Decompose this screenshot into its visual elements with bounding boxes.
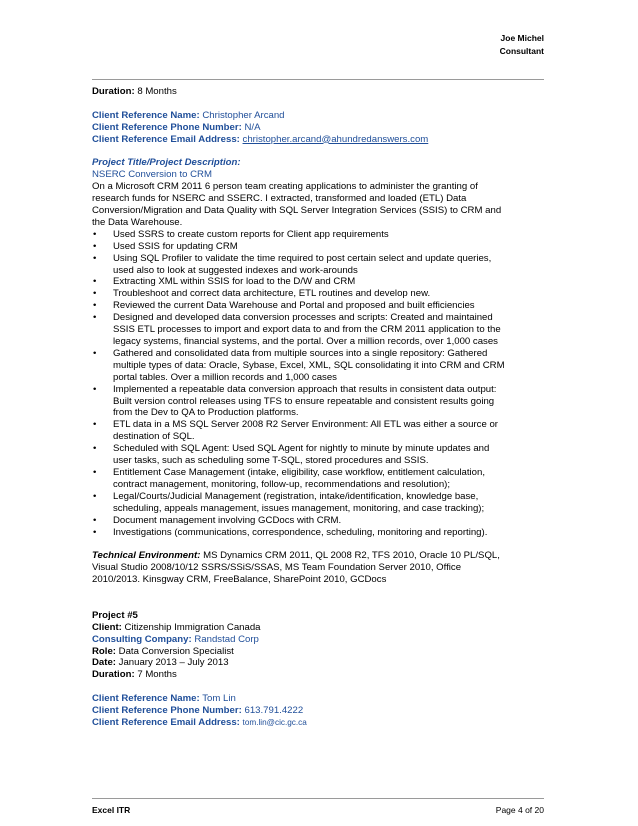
project-title-label: Project Title/Project Description: bbox=[92, 157, 241, 169]
list-item-text: scheduling, appeals management, issues management, monitoring, and case tracking); bbox=[113, 502, 485, 514]
ref-phone-line bbox=[92, 122, 544, 134]
list-item bbox=[92, 491, 544, 515]
list-item-text: • Used SSRS to create custom reports for Client app requirements bbox=[113, 228, 389, 240]
project5-title: Project #5 bbox=[92, 609, 138, 621]
list-item-text: legacy systems, financial systems, and the portal. Over a million records, over 1,000 cases bbox=[113, 336, 498, 347]
list-item bbox=[92, 419, 544, 443]
list-item-text: • Gathered and consolidated data from multiple sources into a single repository: Gathered bbox=[113, 347, 488, 359]
header-role: Consultant bbox=[499, 46, 544, 56]
list-item bbox=[92, 527, 544, 539]
list-item bbox=[92, 348, 544, 384]
list-item-text: from the Dev to QA to Production platforms. bbox=[113, 407, 299, 419]
description-line: research funds for NSERC and SSERC. I extracted, transformed and loaded (ETL) Data bbox=[92, 193, 467, 205]
header-divider bbox=[92, 79, 544, 80]
list-item-text: • Entitlement Case Management (intake, eligibility, case workflow, entitlement calculation, bbox=[113, 466, 486, 478]
list-item bbox=[92, 288, 544, 300]
page-content bbox=[92, 86, 544, 729]
project5-ref-name-line bbox=[92, 693, 544, 705]
ref-email-value: tom.lin@cic.gc.ca bbox=[242, 717, 307, 727]
ref-email-link[interactable]: christopher.arcand@ahundredanswers.com bbox=[242, 133, 429, 145]
tech-env-label: Technical Environment: bbox=[92, 550, 201, 562]
tech-env-text: MS Dynamics CRM 2011, QL 2008 R2, TFS 2010, Oracle 10 PL/SQL, bbox=[203, 550, 500, 562]
list-item bbox=[92, 515, 544, 527]
ref-name-label: Client Reference Name: bbox=[92, 693, 200, 705]
company-value: Randstad Corp bbox=[194, 633, 259, 645]
project5-client-line bbox=[92, 622, 544, 634]
header-name: Joe Michel bbox=[500, 33, 544, 43]
footer-divider bbox=[92, 798, 544, 799]
ref-email-line bbox=[92, 134, 544, 146]
responsibilities-list bbox=[92, 229, 544, 539]
company-label: Consulting Company: bbox=[92, 633, 192, 645]
list-item-text: user tasks, such as scheduling some T-SQL, stored procedures and SSIS. bbox=[113, 455, 429, 467]
list-item-text: • ETL data in a MS SQL Server 2008 R2 Server Environment: All ETL was either a source or bbox=[113, 419, 498, 431]
list-item-text: • Used SSIS for updating CRM bbox=[113, 240, 238, 252]
project5-date-line bbox=[92, 657, 544, 669]
list-item-text: multiple types of data: Oracle, Sybase, Excel, XML, SQL consolidating it into CRM and CRM bbox=[113, 359, 505, 371]
list-item-text: destination of SQL. bbox=[113, 431, 195, 443]
tech-env-text: Visual Studio 2008/10/12 SSRS/SSiS/SSAS, MS Team Foundation Server 2010, Office bbox=[92, 562, 462, 574]
project5-ref-phone-line bbox=[92, 705, 544, 717]
list-item-text: Built version control releases using TFS to ensure repeatable and consistent results going bbox=[113, 395, 495, 407]
list-item-text: SSIS ETL processes to import and export data to and from the CRM 2011 application to the bbox=[113, 324, 501, 336]
duration-label: Duration: bbox=[92, 669, 135, 681]
list-item bbox=[92, 467, 544, 491]
project5-role-line bbox=[92, 646, 544, 658]
list-item-text: • Scheduled with SQL Agent: Used SQL Agent for nightly to minute by minute updates and bbox=[113, 443, 490, 455]
page-number: Page 4 of 20 bbox=[495, 805, 544, 815]
list-item bbox=[92, 241, 544, 253]
role-value: Data Conversion Specialist bbox=[118, 645, 234, 657]
project5-duration-line bbox=[92, 669, 544, 681]
duration-value: 8 Months bbox=[137, 86, 177, 97]
description-line: On a Microsoft CRM 2011 6 person team creating applications to administer the granting of bbox=[92, 181, 478, 193]
list-item-text: • Reviewed the current Data Warehouse and Portal and proposed and built efficiencies bbox=[113, 300, 475, 312]
duration-line bbox=[92, 86, 544, 98]
project-title: NSERC Conversion to CRM bbox=[92, 169, 212, 181]
date-label: Date: bbox=[92, 657, 116, 669]
list-item-text: • Legal/Courts/Judicial Management (registration, intake/identification, knowledge base, bbox=[113, 490, 479, 502]
ref-email-label: Client Reference Email Address: bbox=[92, 133, 240, 145]
ref-phone-value: 613.791.4222 bbox=[244, 705, 304, 717]
list-item-text: • Designed and developed data conversion processes and scripts: Created and maintained bbox=[113, 312, 493, 324]
footer-title: Excel ITR bbox=[92, 805, 131, 815]
duration-value: 7 Months bbox=[137, 669, 177, 681]
list-item bbox=[92, 276, 544, 288]
project-description bbox=[92, 181, 544, 229]
project5-ref-email-line bbox=[92, 717, 544, 729]
ref-phone-value: N/A bbox=[244, 121, 261, 133]
list-item-text: • Document management involving GCDocs with CRM. bbox=[113, 514, 342, 526]
list-item-text: used also to look at suggested indexes and work-arounds bbox=[113, 264, 358, 276]
list-item bbox=[92, 229, 544, 241]
tech-env-text: 2010/2013. Kinsgway CRM, FreeBalance, SharePoint 2010, GCDocs bbox=[92, 574, 387, 586]
duration-label: Duration: bbox=[92, 86, 135, 97]
list-item-text: • Investigations (communications, correspondence, scheduling, monitoring and reporting). bbox=[113, 526, 488, 538]
ref-phone-label: Client Reference Phone Number: bbox=[92, 121, 242, 133]
ref-name-line bbox=[92, 110, 544, 122]
list-item bbox=[92, 312, 544, 348]
role-label: Role: bbox=[92, 645, 116, 657]
technical-environment bbox=[92, 550, 544, 586]
ref-name-label: Client Reference Name: bbox=[92, 109, 200, 121]
list-item-text: • Troubleshoot and correct data architecture, ETL routines and develop new. bbox=[113, 288, 431, 300]
list-item bbox=[92, 384, 544, 420]
list-item-text: contract management, monitoring, follow-up, recommendations and resolution); bbox=[113, 478, 451, 490]
list-item bbox=[92, 253, 544, 277]
ref-name-value: Christopher Arcand bbox=[202, 109, 285, 121]
client-label: Client: bbox=[92, 621, 122, 633]
description-line: the Data Warehouse. bbox=[92, 216, 183, 228]
client-value: Citizenship Immigration Canada bbox=[124, 621, 261, 633]
date-value: January 2013 – July 2013 bbox=[118, 657, 229, 669]
list-item bbox=[92, 443, 544, 467]
project5-company-line bbox=[92, 634, 544, 646]
ref-phone-label: Client Reference Phone Number: bbox=[92, 705, 242, 717]
list-item-text: portal tables. Over a million records and 1,000 cases bbox=[113, 371, 337, 383]
list-item bbox=[92, 300, 544, 312]
list-item-text: • Using SQL Profiler to validate the time required to post certain select and update queries, bbox=[113, 252, 492, 264]
list-item-text: • Extracting XML within SSIS for load to the D/W and CRM bbox=[113, 276, 356, 288]
ref-email-label: Client Reference Email Address: bbox=[92, 716, 240, 728]
list-item-text: • Implemented a repeatable data conversion approach that results in consistent data output: bbox=[113, 383, 497, 395]
description-line: Conversion/Migration and Data Quality with SQL Server Integration Services (SSIS) to CRM and bbox=[92, 205, 502, 217]
ref-name-value: Tom Lin bbox=[202, 693, 236, 705]
